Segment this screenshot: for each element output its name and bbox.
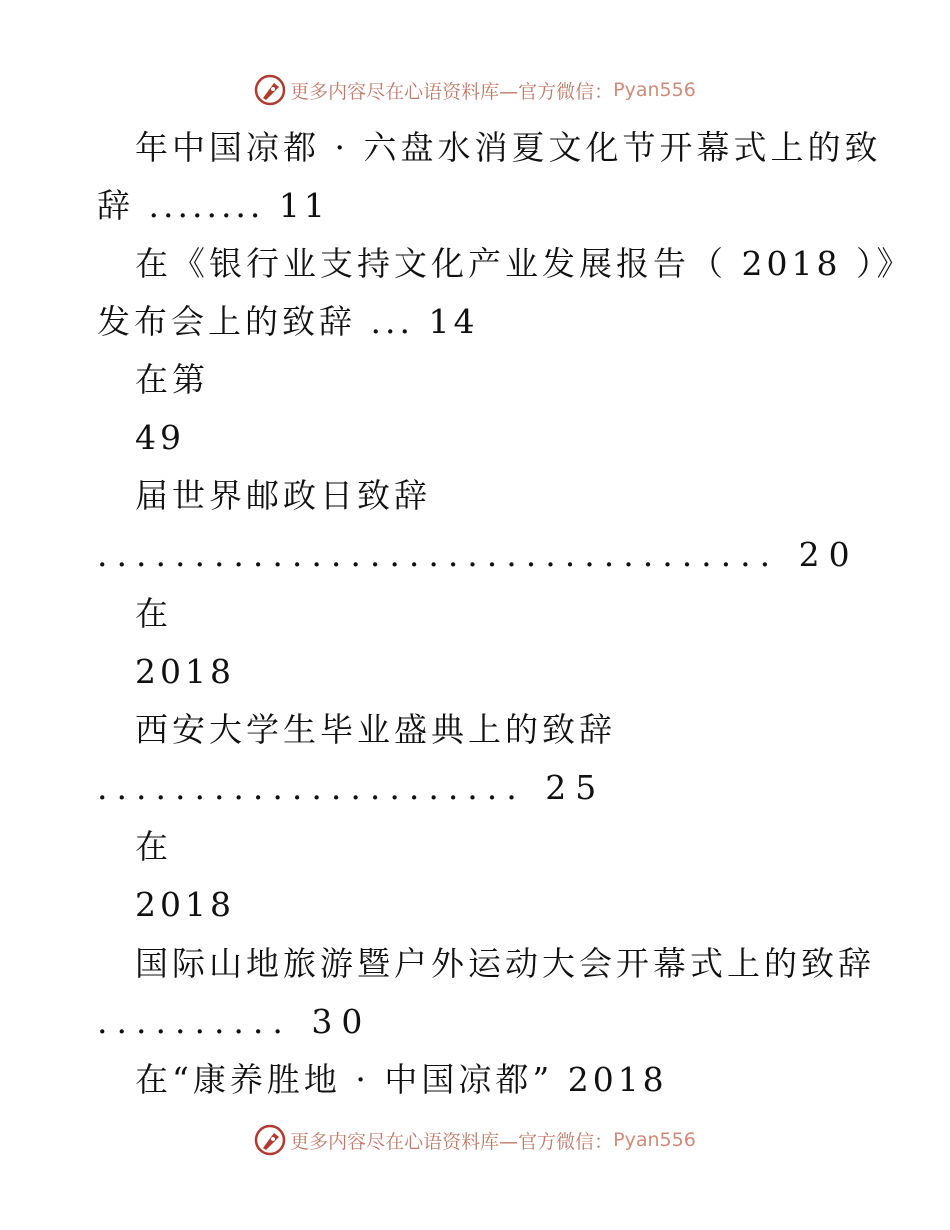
toc-line: 在“康养胜地 · 中国凉都” 2018 xyxy=(135,1060,668,1099)
footer-banner-text: 更多内容尽在心语资料库—官方微信： xyxy=(290,1130,614,1153)
toc-line: 在 xyxy=(135,594,172,633)
toc-line: 西安大学生毕业盛典上的致辞 xyxy=(135,710,616,749)
toc-line: 辞 ........ 11 xyxy=(97,186,329,225)
toc-dot-leader: .......... 30 xyxy=(97,1002,372,1041)
toc-line: 在《银行业支持文化产业发展报告（ 2018 ）》 xyxy=(135,244,914,283)
pen-nib-logo-icon xyxy=(254,1124,286,1156)
toc-line: 2018 xyxy=(135,652,235,691)
toc-line: 在第 xyxy=(135,360,209,399)
toc-line: 国际山地旅游暨户外运动大会开幕式上的致辞 xyxy=(135,944,875,983)
toc-line: 年中国凉都 · 六盘水消夏文化节开幕式上的致 xyxy=(135,128,882,167)
toc-line: 2018 xyxy=(135,885,235,924)
toc-dot-leader: ...................... 25 xyxy=(97,768,606,807)
toc-line: 49 xyxy=(135,418,185,457)
header-banner-text: 更多内容尽在心语资料库—官方微信： xyxy=(290,80,614,103)
footer-wechat-id: Pyan556 xyxy=(613,1129,696,1151)
toc-line: 发布会上的致辞 ... 14 xyxy=(97,302,479,341)
footer-banner xyxy=(0,1120,950,1160)
toc-dot-leader: ................................... 20 xyxy=(97,535,859,574)
pen-nib-logo-icon xyxy=(254,74,286,106)
toc-line: 届世界邮政日致辞 xyxy=(135,476,431,515)
header-banner xyxy=(0,70,950,110)
header-wechat-id: Pyan556 xyxy=(613,79,696,101)
toc-line: 在 xyxy=(135,827,172,866)
